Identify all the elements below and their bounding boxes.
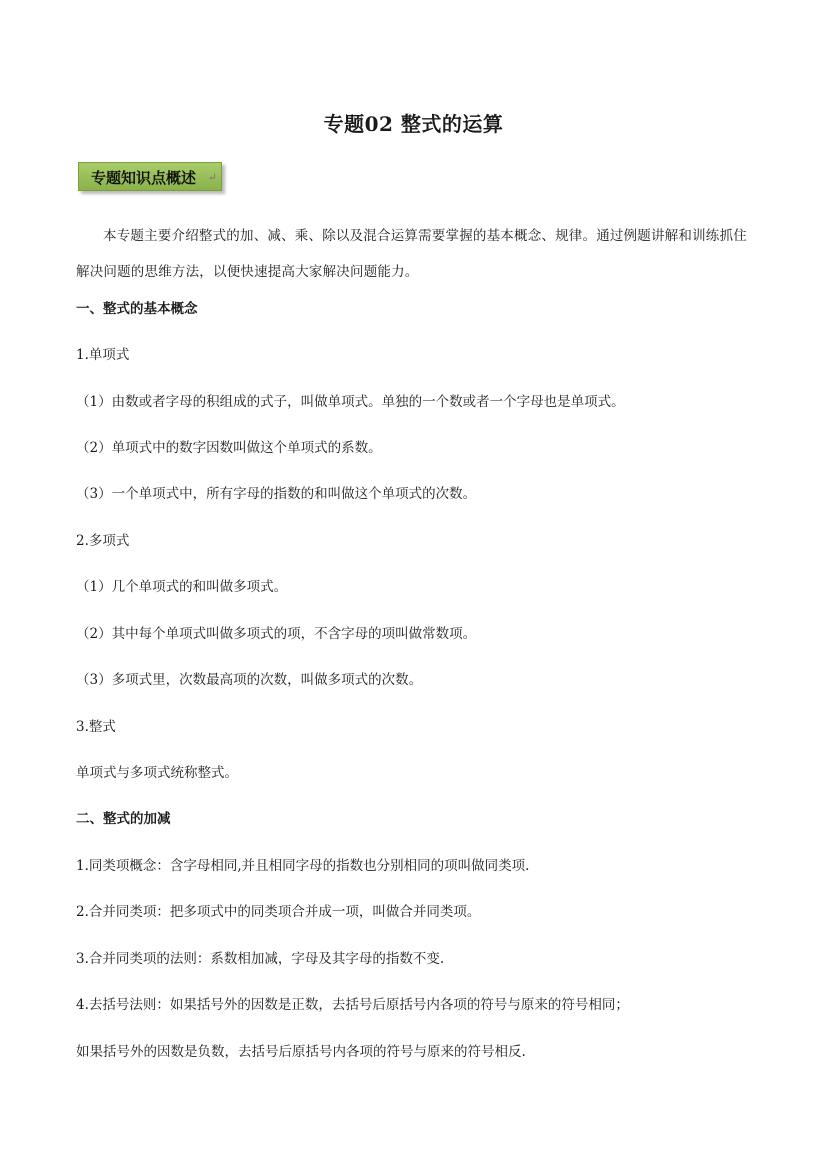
- polynomial-item-2: （2）其中每个单项式叫做多项式的项，不含字母的项叫做常数项。: [76, 626, 477, 642]
- combine-like-terms-rule: 3.合并同类项的法则：系数相加减，字母及其字母的指数不变.: [76, 951, 445, 967]
- monomial-item-1: （1）由数或者字母的积组成的式子，叫做单项式。单独的一个数或者一个字母也是单项式。: [76, 394, 625, 410]
- section-tag-label: 专题知识点概述: [91, 169, 197, 187]
- section-heading-addition-subtraction: 二、整式的加减: [76, 811, 171, 827]
- integral-expression-label: 3.整式: [76, 719, 116, 735]
- monomial-item-2: （2）单项式中的数字因数叫做这个单项式的系数。: [76, 440, 382, 456]
- combine-like-terms: 2.合并同类项：把多项式中的同类项合并成一项，叫做合并同类项。: [76, 904, 481, 920]
- polynomial-item-3: （3）多项式里，次数最高项的次数，叫做多项式的次数。: [76, 672, 423, 688]
- section-heading-basic-concepts: 一、整式的基本概念: [76, 301, 198, 317]
- page-title: 专题02 整式的运算: [323, 112, 504, 136]
- bracket-removal-rule: 4.去括号法则：如果括号外的因数是正数，去括号后原括号内各项的符号与原来的符号相同；: [76, 997, 629, 1013]
- polynomial-label: 2.多项式: [76, 533, 130, 549]
- bracket-removal-rule-cont: 如果括号外的因数是负数，去括号后原括号内各项的符号与原来的符号相反.: [76, 1044, 526, 1060]
- like-terms-concept: 1.同类项概念：含字母相同,并且相同字母的指数也分别相同的项叫做同类项.: [76, 858, 530, 874]
- paragraph-return-icon: ↵: [207, 171, 217, 184]
- integral-expression-text: 单项式与多项式统称整式。: [76, 765, 238, 781]
- monomial-label: 1.单项式: [76, 347, 130, 363]
- section-tag: [78, 162, 222, 191]
- polynomial-item-1: （1）几个单项式的和叫做多项式。: [76, 579, 288, 595]
- intro-paragraph: 本专题主要介绍整式的加、减、乘、除以及混合运算需要掌握的基本概念、规律。通过例题讲解和训练抓住解决问题的思维方法，以便快速提高大家解决问题能力。: [76, 228, 747, 280]
- monomial-item-3: （3）一个单项式中，所有字母的指数的和叫做这个单项式的次数。: [76, 486, 477, 502]
